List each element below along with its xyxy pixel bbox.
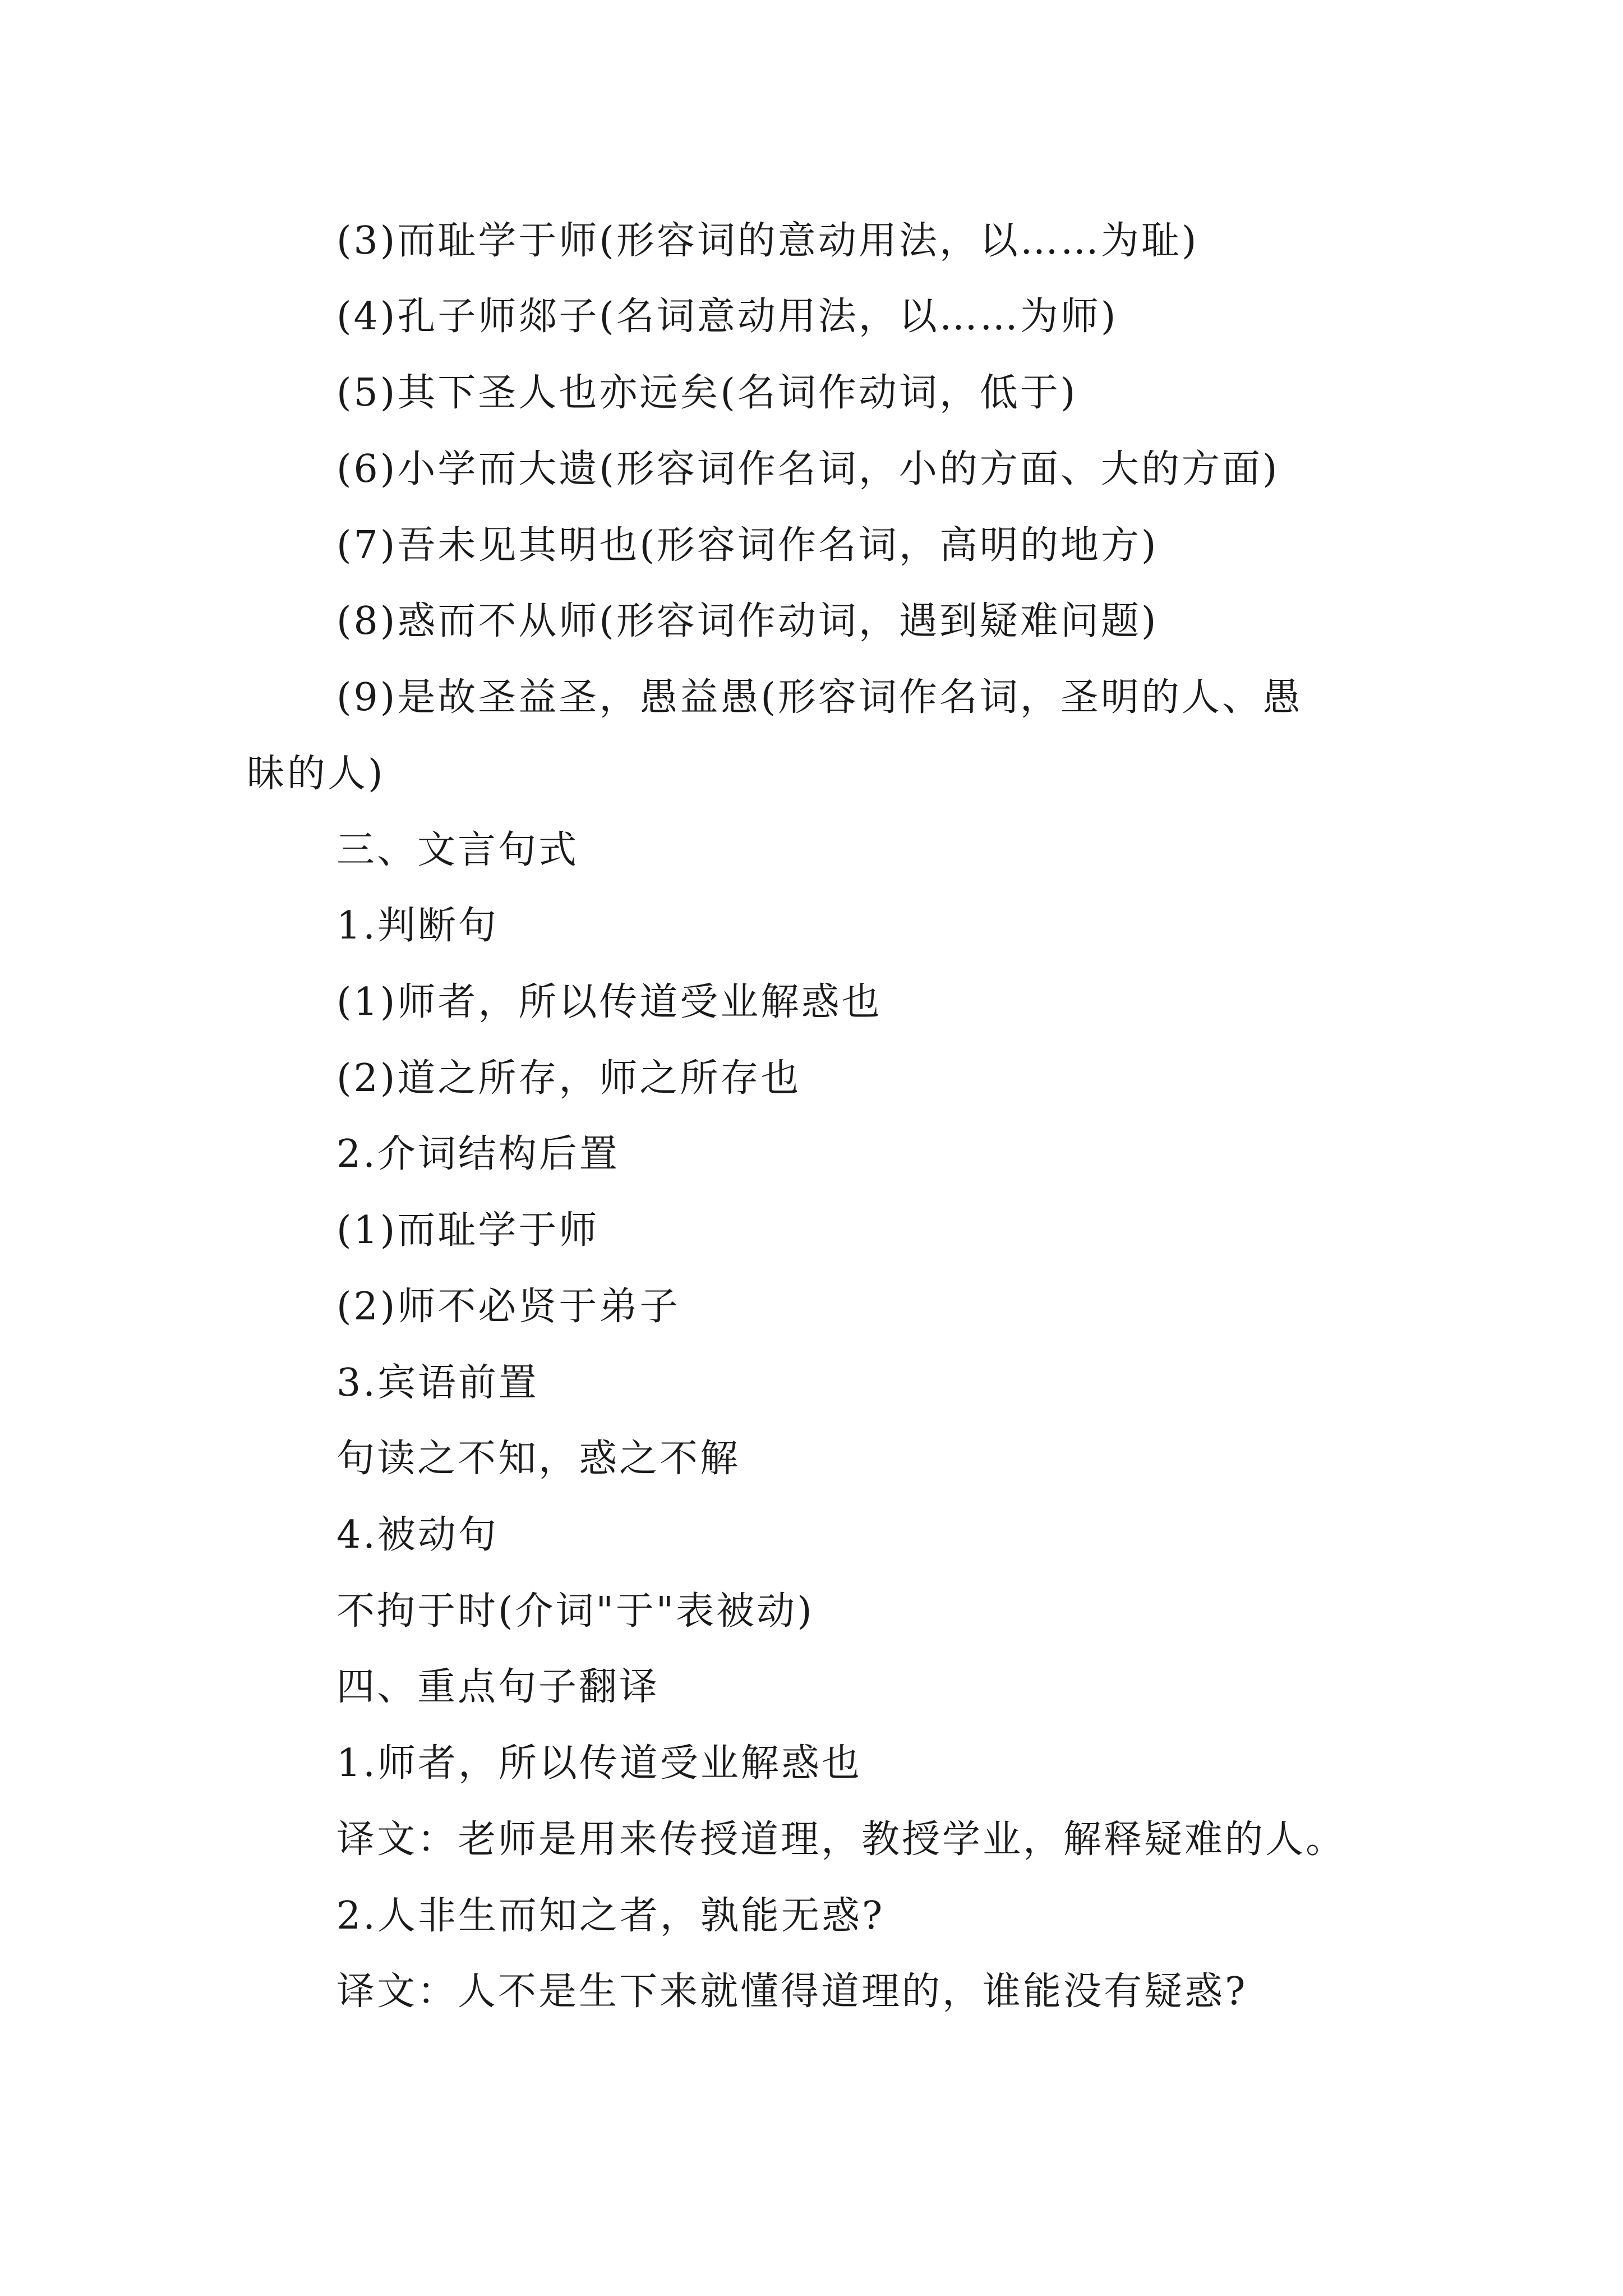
section-heading: 三、文言句式 xyxy=(336,828,579,872)
subsection-heading: 3.宾语前置 xyxy=(336,1361,539,1405)
text-line: (1)师者，所以传道受业解惑也 xyxy=(336,980,882,1024)
text-line: (8)惑而不从师(形容词作动词，遇到疑难问题) xyxy=(336,599,1159,643)
translation-line: 译文：老师是用来传授道理，教授学业，解释疑难的人。 xyxy=(336,1818,1347,1862)
text-line: (1)而耻学于师 xyxy=(336,1208,600,1253)
text-line: 昧的人) xyxy=(247,752,385,796)
text-line: (7)吾未见其明也(形容词作名词，高明的地方) xyxy=(336,523,1159,568)
subsection-heading: 2.介词结构后置 xyxy=(336,1132,620,1176)
text-line: (2)师不必贤于弟子 xyxy=(336,1285,680,1329)
text-line: (2)道之所存，师之所存也 xyxy=(336,1056,801,1101)
text-line: (3)而耻学于师(形容词的意动用法，以……为耻) xyxy=(336,219,1199,263)
text-line: (5)其下圣人也亦远矣(名词作动词，低于) xyxy=(336,371,1078,415)
text-line: 不拘于时(介词"于"表被动) xyxy=(336,1589,814,1634)
subsection-heading: 2.人非生而知之者，孰能无惑? xyxy=(336,1894,885,1938)
text-line: (4)孔子师郯子(名词意动用法，以……为师) xyxy=(336,295,1118,339)
subsection-heading: 1.师者，所以传道受业解惑也 xyxy=(336,1741,862,1786)
text-line: (9)是故圣益圣，愚益愚(形容词作名词，圣明的人、愚 xyxy=(336,675,1303,720)
text-line: (6)小学而大遗(形容词作名词，小的方面、大的方面) xyxy=(336,447,1280,491)
translation-line: 译文：人不是生下来就懂得道理的，谁能没有疑惑? xyxy=(336,1970,1248,2014)
subsection-heading: 4.被动句 xyxy=(336,1513,499,1557)
subsection-heading: 1.判断句 xyxy=(336,904,499,948)
section-heading: 四、重点句子翻译 xyxy=(336,1665,660,1709)
text-line: 句读之不知，惑之不解 xyxy=(336,1437,741,1481)
